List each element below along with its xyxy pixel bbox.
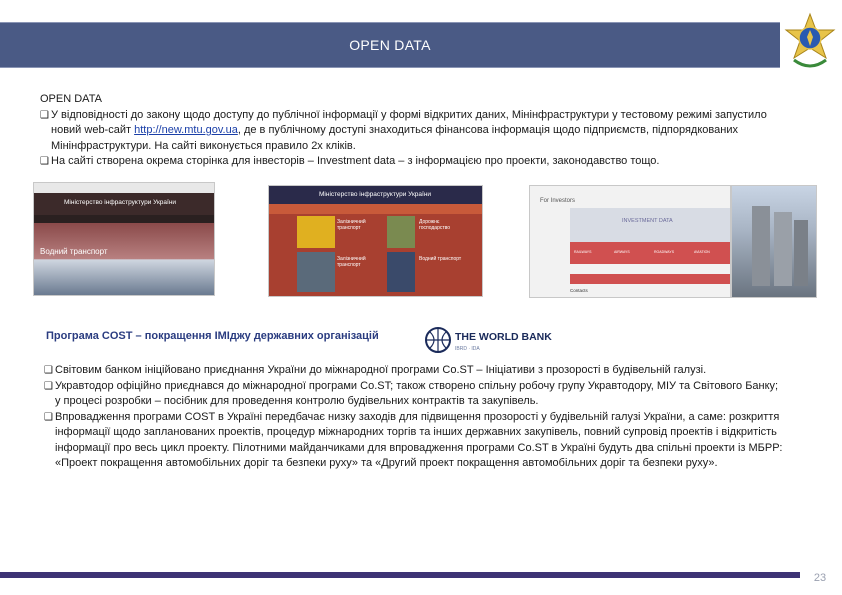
footer-bar: [0, 572, 800, 578]
checkbox-bullet-icon: ❑: [44, 365, 53, 376]
bullet-website: [40, 108, 780, 155]
airways-button: AIRWAYS: [614, 250, 630, 254]
tile-label: Водний транспорт: [419, 256, 462, 262]
checkbox-bullet-icon: ❑: [40, 109, 49, 121]
checkbox-bullet-icon: ❑: [40, 156, 49, 167]
cost-paragraph-1: Світовим банком ініційовано приєднання України до міжнародної програми Co.ST – Ініціативи з прозорості в будівельній галузі.: [55, 364, 707, 376]
page-title: OPEN DATA: [349, 37, 431, 53]
emblem-icon: [780, 10, 840, 76]
cost-program-title: Програма COST – покращення ІМІджу державних організацій: [46, 330, 379, 342]
bullet-implementation: [44, 410, 784, 472]
bullet1-text: У відповідності до закону щодо доступу до публічної інформації у формі відкритих даних, Мінінфраструктури у тестовому режимі запустило новий web-сайт: [51, 108, 767, 136]
header-bar: [0, 22, 780, 68]
investors-heading: For Investors: [540, 198, 576, 204]
open-data-section: [40, 92, 780, 170]
investment-data-banner: INVESTMENT DATA: [622, 218, 673, 224]
contacts-link: Contacts: [570, 288, 588, 293]
screenshot-ministry-site: [33, 182, 215, 296]
world-bank-logo: [425, 325, 565, 355]
screenshot-investment-data: [529, 185, 731, 298]
tile-label: Залізничний транспорт: [337, 219, 366, 231]
cost-paragraph-3: Впровадження програми COST в Україні передбачає низку заходів для підвищення прозорості у будівельній галузі України, а саме: розкриття інформації щодо запланованих проектів, процедур міжнародних торгів та інших державних закупівель, повний супровід проектів і відкритість інформації про весь цикл проекту. Пілотними майданчиками для впровадження програми Co.ST в Україні будуть два спільні проекти із МБРР: «Проект покращення автомобільних доріг та безпеки руху» та «Другий проект покращення автомобільних доріг та безпеки руху».: [55, 410, 783, 469]
website-link[interactable]: http://new.mtu.gov.ua: [134, 124, 238, 136]
cost-section: [44, 363, 784, 472]
screenshot-transport-site: [268, 185, 483, 297]
world-bank-name: THE WORLD BANK: [455, 331, 552, 343]
bullet1-text-end: , де в публічному доступі знаходиться фінансова інформація щодо підприємств, підпорядкованих Мінінфраструктури. На сайті виконується правило 2х кліків.: [51, 124, 738, 152]
railways-button: RAILWAYS: [574, 250, 592, 254]
checkbox-bullet-icon: ❑: [44, 411, 53, 423]
bullet-ukravtodor: [44, 379, 784, 410]
cost-paragraph-2: Укравтодор офіційно приєднався до міжнародної програми Co.ST; також створено спільну робочу групу Укравтодору, МІУ та Світового Банку; у процесі розробки – посібник для проведення контролю будівельних контрактів та закупівель.: [55, 379, 779, 407]
banner-text: Водний транспорт: [40, 247, 108, 256]
bullet2-text: На сайті створена окрема сторінка для інвесторів – Investment data – з інформацією про проекти, законодавство тощо.: [51, 155, 660, 167]
site-title: Міністерство інфраструктури України: [269, 186, 482, 204]
checkbox-bullet-icon: ❑: [44, 380, 53, 392]
photo-grain-silos: [731, 185, 817, 298]
open-data-heading: OPEN DATA: [40, 93, 102, 105]
tile-label: Залізничний транспорт: [337, 256, 366, 268]
bullet-cost-initiative: [44, 363, 784, 379]
bullet-investors: [40, 154, 780, 170]
roadways-button: ROADWAYS: [654, 250, 675, 254]
page-number: 23: [813, 572, 827, 584]
world-bank-sub: IBRD · IDA: [455, 346, 480, 352]
tile-label: Дорожнє господарство: [419, 219, 451, 231]
aviation-button: AVIATION: [694, 250, 710, 254]
site-title: Міністерство інфраструктури України: [34, 193, 214, 215]
